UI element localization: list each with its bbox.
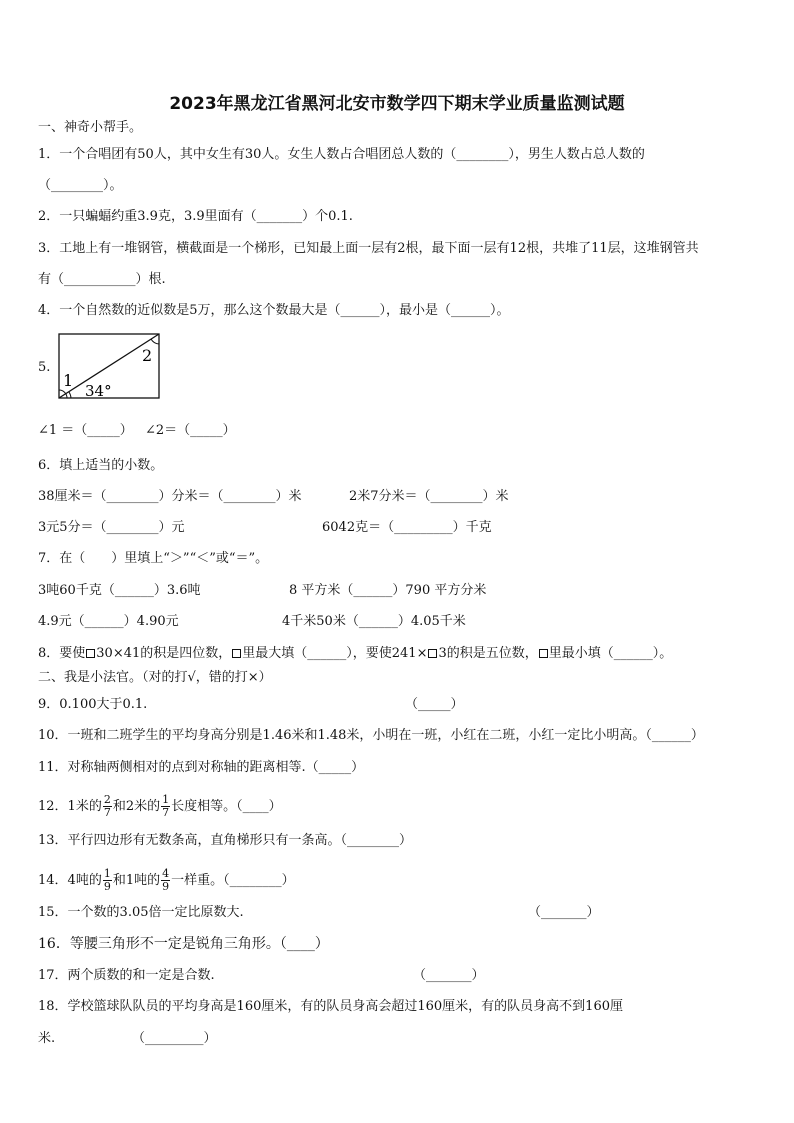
angle-1-label: 1: [63, 371, 74, 390]
rectangle-diagram: [56, 331, 162, 401]
q8-part-2: 30×41的积是四位数，: [96, 646, 232, 661]
question-2: 2．一只蝙蝠约重3.9克，3.9里面有（_______）个0.1.: [38, 209, 353, 224]
blank-box: [428, 649, 437, 658]
question-7-row-2b: 4千米50米（______）4.05千米: [282, 614, 466, 629]
fraction-1-7: $\frac{1}{7}$: [162, 793, 170, 819]
question-5-answer-2: ∠2＝（_____）: [145, 423, 236, 438]
question-17-blank: （_______）: [413, 968, 485, 983]
question-9-blank: （_____）: [405, 697, 464, 712]
question-6-row-1a: 38厘米＝（________）分米＝（________）米: [38, 489, 302, 504]
question-7: 7．在（ ）里填上“＞”“＜”或“＝”。: [38, 551, 269, 566]
question-9: 9．0.100大于0.1.: [38, 697, 148, 712]
page-title: 2023年黑龙江省黑河北安市数学四下期末学业质量监测试题: [169, 94, 625, 114]
question-15-blank: （_______）: [528, 905, 600, 920]
q12-part-1: 12．1米的: [38, 799, 102, 814]
q14-part-2: 和1吨的: [112, 873, 161, 888]
question-13: 13．平行四边形有无数条高，直角梯形只有一条高。（________）: [38, 833, 413, 848]
question-6: 6．填上适当的小数。: [38, 458, 164, 473]
question-7-row-2a: 4.9元（______）4.90元: [38, 614, 179, 629]
question-16: 16．等腰三角形不一定是锐角三角形。（____）: [38, 936, 329, 952]
question-1-line-1: 1．一个合唱团有50人，其中女生有30人。女生人数占合唱团总人数的（________），男生人数占总人数的: [38, 147, 645, 162]
question-3-line-1: 3．工地上有一堆钢管，横截面是一个梯形，已知最上面一层有2根，最下面一层有12根，共堆了11层，这堆钢管共: [38, 241, 699, 256]
fraction-1-9: $\frac{1}{9}$: [103, 867, 111, 893]
question-18-line-1: 18．学校篮球队队员的平均身高是160厘米，有的队员身高会超过160厘米，有的队员身高不到160厘: [38, 999, 623, 1014]
question-7-row-1a: 3吨60千克（______）3.6吨: [38, 583, 201, 598]
question-6-row-2b: 6042克＝（_________）千克: [322, 520, 492, 535]
question-18-blank: （_________）: [132, 1031, 217, 1046]
question-1-line-2: （________）。: [38, 178, 123, 193]
q8-part-3: 里最大填（______），要使241×: [242, 646, 428, 661]
question-12: [38, 794, 282, 819]
question-7-row-1b: 8 平方米（______）790 平方分米: [289, 583, 487, 598]
angle-34-label: 34°: [85, 382, 112, 400]
angle-34-arc: [69, 392, 71, 398]
fraction-2-7: $\frac{2}{7}$: [103, 793, 111, 819]
q12-part-3: 长度相等。（____）: [171, 799, 282, 814]
question-10: 10．一班和二班学生的平均身高分别是1.46米和1.48米，小明在一班，小红在二班，小红一定比小明高。（______）: [38, 728, 704, 743]
section-1-heading: 一、神奇小帮手。: [38, 120, 143, 135]
blank-box: [232, 649, 241, 658]
angle-2-arc: [151, 339, 159, 344]
question-14: [38, 868, 295, 893]
question-3-line-2: 有（___________）根.: [38, 272, 166, 287]
angle-2-label: 2: [142, 346, 153, 365]
question-5-answer-1: ∠1 ＝（_____）: [38, 423, 133, 438]
q12-part-2: 和2米的: [112, 799, 161, 814]
q8-part-4: 3的积是五位数，: [438, 646, 538, 661]
q14-part-3: 一样重。（________）: [171, 873, 295, 888]
q8-part-1: 8．要使: [38, 646, 86, 661]
question-18-line-2: 米.: [38, 1031, 56, 1046]
question-5-number: 5.: [38, 360, 51, 375]
question-4: 4．一个自然数的近似数是5万，那么这个数最大是（______），最小是（______）。: [38, 303, 510, 318]
question-6-row-2a: 3元5分＝（________）元: [38, 520, 185, 535]
question-17: 17．两个质数的和一定是合数.: [38, 968, 215, 983]
question-6-row-1b: 2米7分米＝（________）米: [349, 489, 509, 504]
question-11: 11．对称轴两侧相对的点到对称轴的距离相等.（_____）: [38, 760, 365, 775]
fraction-4-9: $\frac{4}{9}$: [162, 867, 170, 893]
q14-part-1: 14．4吨的: [38, 873, 102, 888]
question-15: 15．一个数的3.05倍一定比原数大.: [38, 905, 244, 920]
question-8: [38, 646, 672, 662]
section-2-heading: 二、我是小法官。（对的打√，错的打×）: [38, 670, 272, 685]
blank-box: [539, 649, 548, 658]
blank-box: [86, 649, 95, 658]
q8-part-5: 里最小填（______）。: [548, 646, 673, 661]
